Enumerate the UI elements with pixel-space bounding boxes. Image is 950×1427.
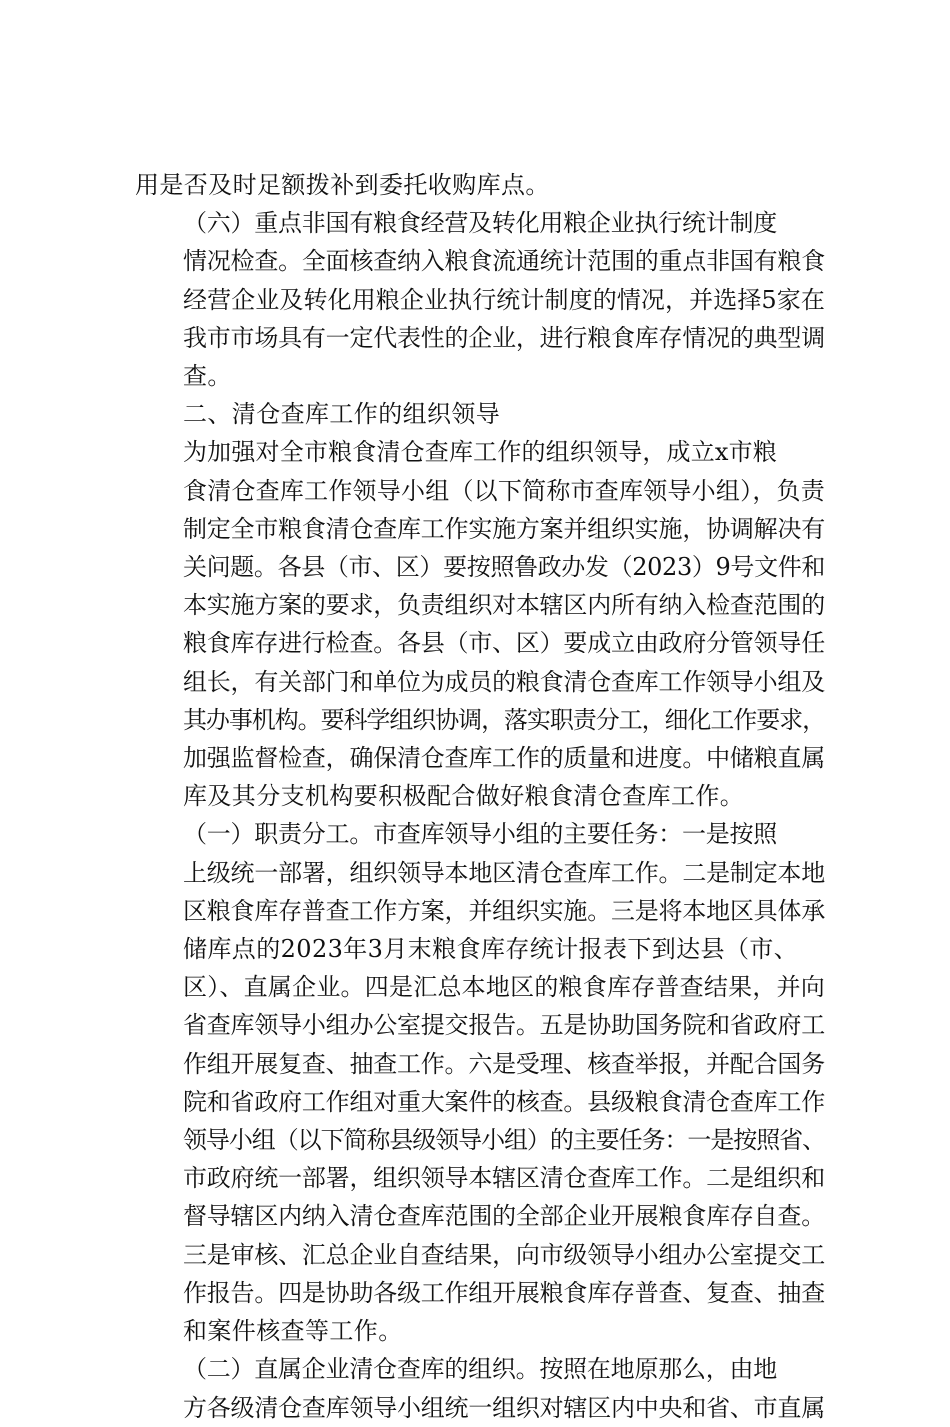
text-line: 组长，有关部门和单位为成员的粮食清仓查库工作领导小组及: [183, 667, 825, 696]
text-line: 区粮食库存普查工作方案，并组织实施。三是将本地区具体承: [183, 896, 825, 925]
text-line: 和案件核查等工作。: [183, 1317, 403, 1346]
text-line: 其办事机构。要科学组织协调，落实职责分工，细化工作要求，: [183, 705, 825, 734]
text-line: 查。: [183, 362, 232, 391]
paragraph: [135, 395, 825, 433]
text-line: 制定全市粮食清仓查库工作实施方案并组织实施，协调解决有: [183, 514, 825, 543]
text-line: 三是审核、汇总企业自查结果，向市级领导小组办公室提交工: [183, 1240, 825, 1269]
text-line: 市政府统一部署，组织领导本辖区清仓查库工作。二是组织和: [183, 1164, 825, 1193]
text-line: 方各级清仓查库领导小组统一组织对辖区内中央和省、市直属: [183, 1393, 825, 1422]
text-line: （二）直属企业清仓查库的组织。按照在地原那么，由地: [183, 1355, 777, 1384]
text-line: 作报告。四是协助各级工作组开展粮食库存普查、复查、抽查: [183, 1278, 825, 1307]
text-line: 库及其分支机构要积极配合做好粮食清仓查库工作。: [183, 782, 745, 811]
paragraph: [135, 204, 825, 395]
text-line: 督导辖区内纳入清仓查库范围的全部企业开展粮食库存自查。: [183, 1202, 825, 1231]
text-line: （六）重点非国有粮食经营及转化用粮企业执行统计制度: [183, 209, 777, 238]
text-line: 关问题。各县（市、区）要按照鲁政办发（2023）9号文件和: [183, 553, 825, 582]
text-line: 本实施方案的要求，负责组织对本辖区内所有纳入检查范围的: [183, 591, 825, 620]
text-line: 区）、直属企业。四是汇总本地区的粮食库存普查结果，并向: [183, 973, 825, 1002]
text-line: 用是否及时足额拨补到委托收购库点。: [135, 171, 550, 199]
text-line: 二、清仓查库工作的组织领导: [183, 400, 501, 429]
text-line: 经营企业及转化用粮企业执行统计制度的情况，并选择5家在: [183, 285, 825, 314]
text-line: 储库点的2023年3月末粮食库存统计报表下到达县（市、: [183, 935, 799, 964]
text-line: 粮食库存进行检查。各县（市、区）要成立由政府分管领导任: [183, 629, 825, 658]
text-line: 省查库领导小组办公室提交报告。五是协助国务院和省政府工: [183, 1011, 825, 1040]
paragraph: [135, 815, 825, 1350]
text-line: 加强监督检查，确保清仓查库工作的质量和进度。中储粮直属: [183, 744, 825, 773]
text-line: 上级统一部署，组织领导本地区清仓查库工作。二是制定本地: [183, 858, 825, 887]
text-line: 院和省政府工作组对重大案件的核查。县级粮食清仓查库工作: [183, 1087, 825, 1116]
paragraph: [135, 166, 825, 204]
document-body: [135, 166, 825, 1427]
text-line: 情况检查。全面核查纳入粮食流通统计范围的重点非国有粮食: [183, 247, 825, 276]
paragraph: [135, 1350, 825, 1426]
paragraph: [135, 433, 825, 815]
text-line: 我市市场具有一定代表性的企业，进行粮食库存情况的典型调: [183, 323, 825, 352]
text-line: 为加强对全市粮食清仓查库工作的组织领导，成立x市粮: [183, 438, 777, 467]
text-line: （一）职责分工。市查库领导小组的主要任务：一是按照: [183, 820, 777, 849]
text-line: 作组开展复查、抽查工作。六是受理、核查举报，并配合国务: [183, 1049, 825, 1078]
text-line: 领导小组（以下简称县级领导小组）的主要任务：一是按照省、: [183, 1126, 825, 1155]
text-line: 食清仓查库工作领导小组（以下简称市查库领导小组），负责: [183, 476, 825, 505]
